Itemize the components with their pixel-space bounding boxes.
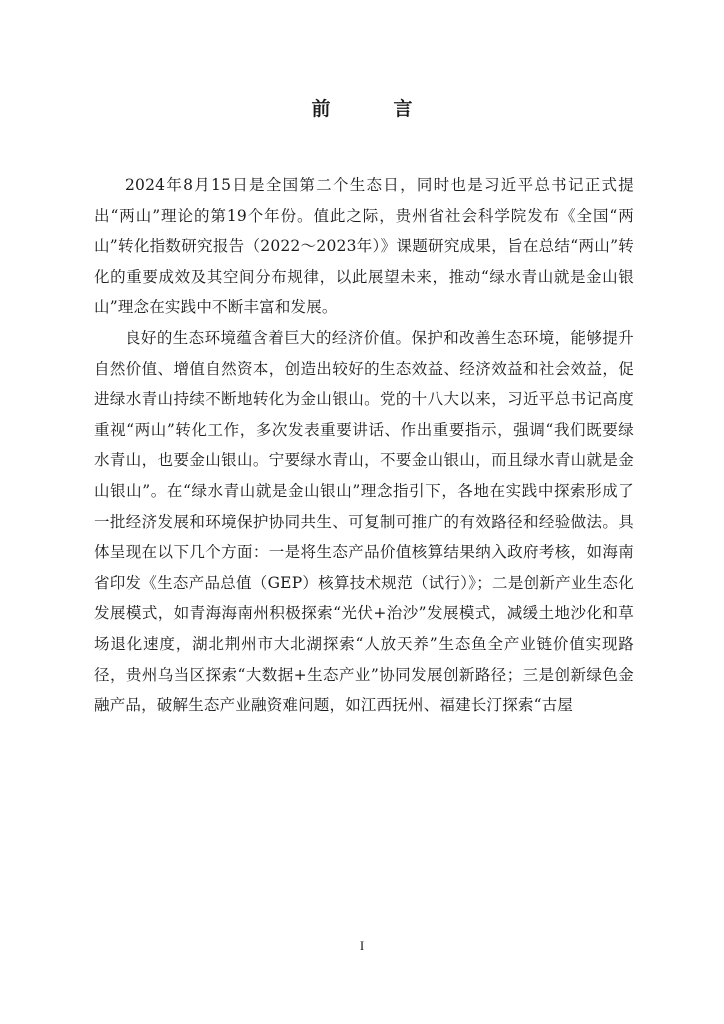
page-number: I (359, 938, 365, 953)
paragraph-1: 2024年8月15日是全国第二个生态日，同时也是习近平总书记正式提出“两山”理论的第19个年份。值此之际，贵州省社会科学院发布《全国“两山”转化指数研究报告（2022～2023年）》课题研究成果，旨在总结“两山”转化的重要成效及其空间分布规律，以此展望未来，推动“绿水青山就是金山银山”理念在实践中不断丰富和发展。 (94, 176, 634, 317)
document-body (94, 170, 634, 721)
paragraph-2: 良好的生态环境蕴含着巨大的经济价值。保护和改善生态环境，能够提升自然价值、增值自然资本，创造出较好的生态效益、经济效益和社会效益，促进绿水青山持续不断地转化为金山银山。党的十八大以来，习近平总书记高度重视“两山”转化工作，多次发表重要讲话、作出重要指示，强调“我们既要绿水青山，也要金山银山。宁要绿水青山，不要金山银山，而且绿水青山就是金山银山”。在“绿水青山就是金山银山”理念指引下，各地在实践中探索形成了一批经济发展和环境保护协同共生、可复制可推广的有效路径和经验做法。具体呈现在以下几个方面：一是将生态产品价值核算结果纳入政府考核，如海南省印发《生态产品总值（GEP）核算技术规范（试行）》；二是创新产业生态化发展模式，如青海海南州积极探索“光伏+治沙”发展模式，减缓土地沙化和草场退化速度，湖北荆州市大北湖探索“人放天养”生态鱼全产业链价值实现路径，贵州乌当区探索“大数据+生态产业”协同发展创新路径；三是创新绿色金融产品，破解生态产业融资难问题，如江西抚州、福建长汀探索“古屋 (94, 328, 634, 715)
page-title: 前 言 (311, 98, 435, 120)
